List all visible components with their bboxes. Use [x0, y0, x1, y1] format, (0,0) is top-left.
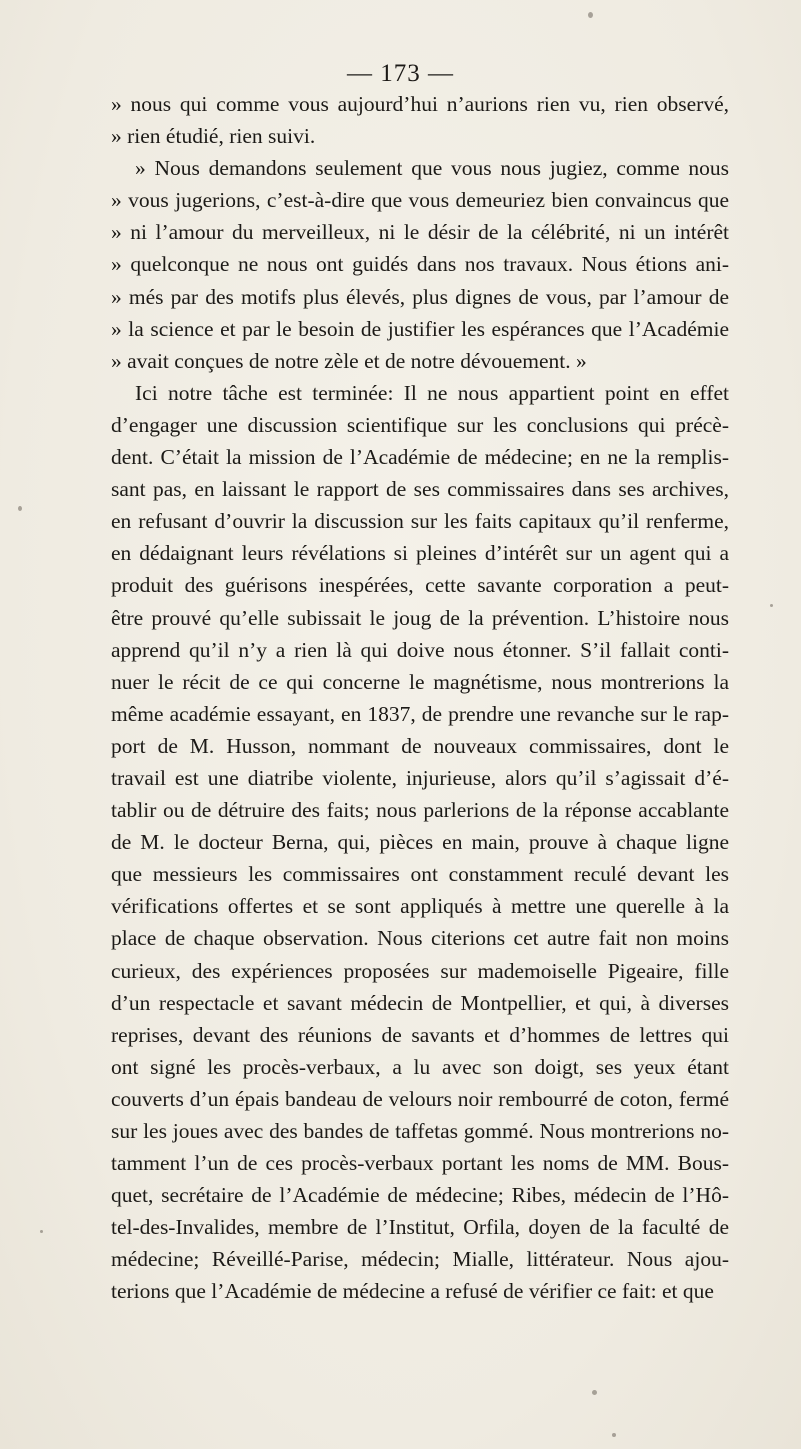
text-line: Ici notre tâche est terminée: Il ne nous appartient point en effet: [135, 380, 729, 405]
text-line: quet, secrétaire de l’Académie de médecine; Ribes, médecin de l’Hô-: [111, 1183, 729, 1208]
text-line: nuer le récit de ce qui concerne le magnétisme, nous montrerions la: [111, 669, 729, 694]
body-text: [111, 88, 729, 1308]
text-line: tel-des-Invalides, membre de l’Institut, Orfila, doyen de la faculté de: [111, 1215, 729, 1240]
text-line: port de M. Husson, nommant de nouveaux commissaires, dont le: [111, 733, 729, 758]
text-line: » més par des motifs plus élevés, plus dignes de vous, par l’amour de: [111, 284, 729, 309]
text-line: produit des guérisons inespérées, cette savante corporation a peut-: [111, 573, 729, 598]
text-line: terions que l’Académie de médecine a refusé de vérifier ce fait: et que: [111, 1279, 714, 1304]
text-line: en refusant d’ouvrir la discussion sur les faits capitaux qu’il renferme,: [111, 509, 729, 534]
paper-speck: [770, 604, 773, 607]
text-line: que messieurs les commissaires ont constamment reculé devant les: [111, 862, 729, 887]
text-line: travail est une diatribe violente, injurieuse, alors qu’il s’agissait d’é-: [111, 765, 729, 790]
text-line: même académie essayant, en 1837, de prendre une revanche sur le rap-: [111, 701, 729, 726]
page-number: — 173 —: [347, 60, 454, 87]
text-line: d’un respectacle et savant médecin de Montpellier, et qui, à diverses: [111, 990, 729, 1015]
text-line: médecine; Réveillé-Parise, médecin; Mialle, littérateur. Nous ajou-: [111, 1247, 729, 1272]
text-line: tablir ou de détruire des faits; nous parlerions de la réponse accablante: [111, 798, 729, 823]
text-line: d’engager une discussion scientifique sur les conclusions qui précè-: [111, 412, 729, 437]
text-line: » quelconque ne nous ont guidés dans nos travaux. Nous étions ani-: [111, 252, 729, 277]
paper-speck: [18, 506, 22, 511]
text-line: curieux, des expériences proposées sur mademoiselle Pigeaire, fille: [111, 958, 729, 983]
text-line: sur les joues avec des bandes de taffetas gommé. Nous montrerions no-: [111, 1119, 729, 1143]
text-line: » la science et par le besoin de justifier les espérances que l’Académie: [111, 316, 729, 341]
text-line: » vous jugerions, c’est-à-dire que vous demeuriez bien convaincus que: [111, 188, 729, 213]
text-line: être prouvé qu’elle subissait le joug de la prévention. L’histoire nous: [111, 605, 729, 630]
text-line: » nous qui comme vous aujourd’hui n’aurions rien vu, rien observé,: [111, 92, 729, 116]
text-line: dent. C’était la mission de l’Académie de médecine; en ne la remplis-: [111, 445, 729, 470]
text-line: » rien étudié, rien suivi.: [111, 124, 316, 149]
paper-speck: [612, 1433, 616, 1437]
text-line: apprend qu’il n’y a rien là qui doive nous étonner. S’il fallait conti-: [111, 637, 729, 662]
text-line: vérifications offertes et se sont appliqués à mettre une querelle à la: [111, 894, 729, 919]
text-line: sant pas, en laissant le rapport de ses commissaires dans ses archives,: [111, 477, 729, 502]
text-line: » Nous demandons seulement que vous nous jugiez, comme nous: [135, 156, 729, 181]
paper-speck: [588, 12, 593, 18]
text-line: » ni l’amour du merveilleux, ni le désir de la célébrité, ni un intérêt: [111, 220, 729, 245]
text-line: ont signé les procès-verbaux, a lu avec son doigt, ses yeux étant: [111, 1054, 729, 1079]
text-line: tamment l’un de ces procès-verbaux portant les noms de MM. Bous-: [111, 1151, 729, 1176]
text-line: en dédaignant leurs révélations si pleines d’intérêt sur un agent qui a: [111, 541, 729, 566]
paper-speck: [40, 1230, 43, 1233]
text-line: de M. le docteur Berna, qui, pièces en main, prouve à chaque ligne: [111, 830, 729, 855]
paper-speck: [592, 1390, 597, 1395]
text-line: couverts d’un épais bandeau de velours noir rembourré de coton, fermé: [111, 1086, 729, 1111]
text-line: » avait conçues de notre zèle et de notre dévouement. »: [111, 348, 587, 373]
text-line: place de chaque observation. Nous citerions cet autre fait non moins: [111, 926, 729, 951]
text-line: reprises, devant des réunions de savants et d’hommes de lettres qui: [111, 1022, 729, 1047]
